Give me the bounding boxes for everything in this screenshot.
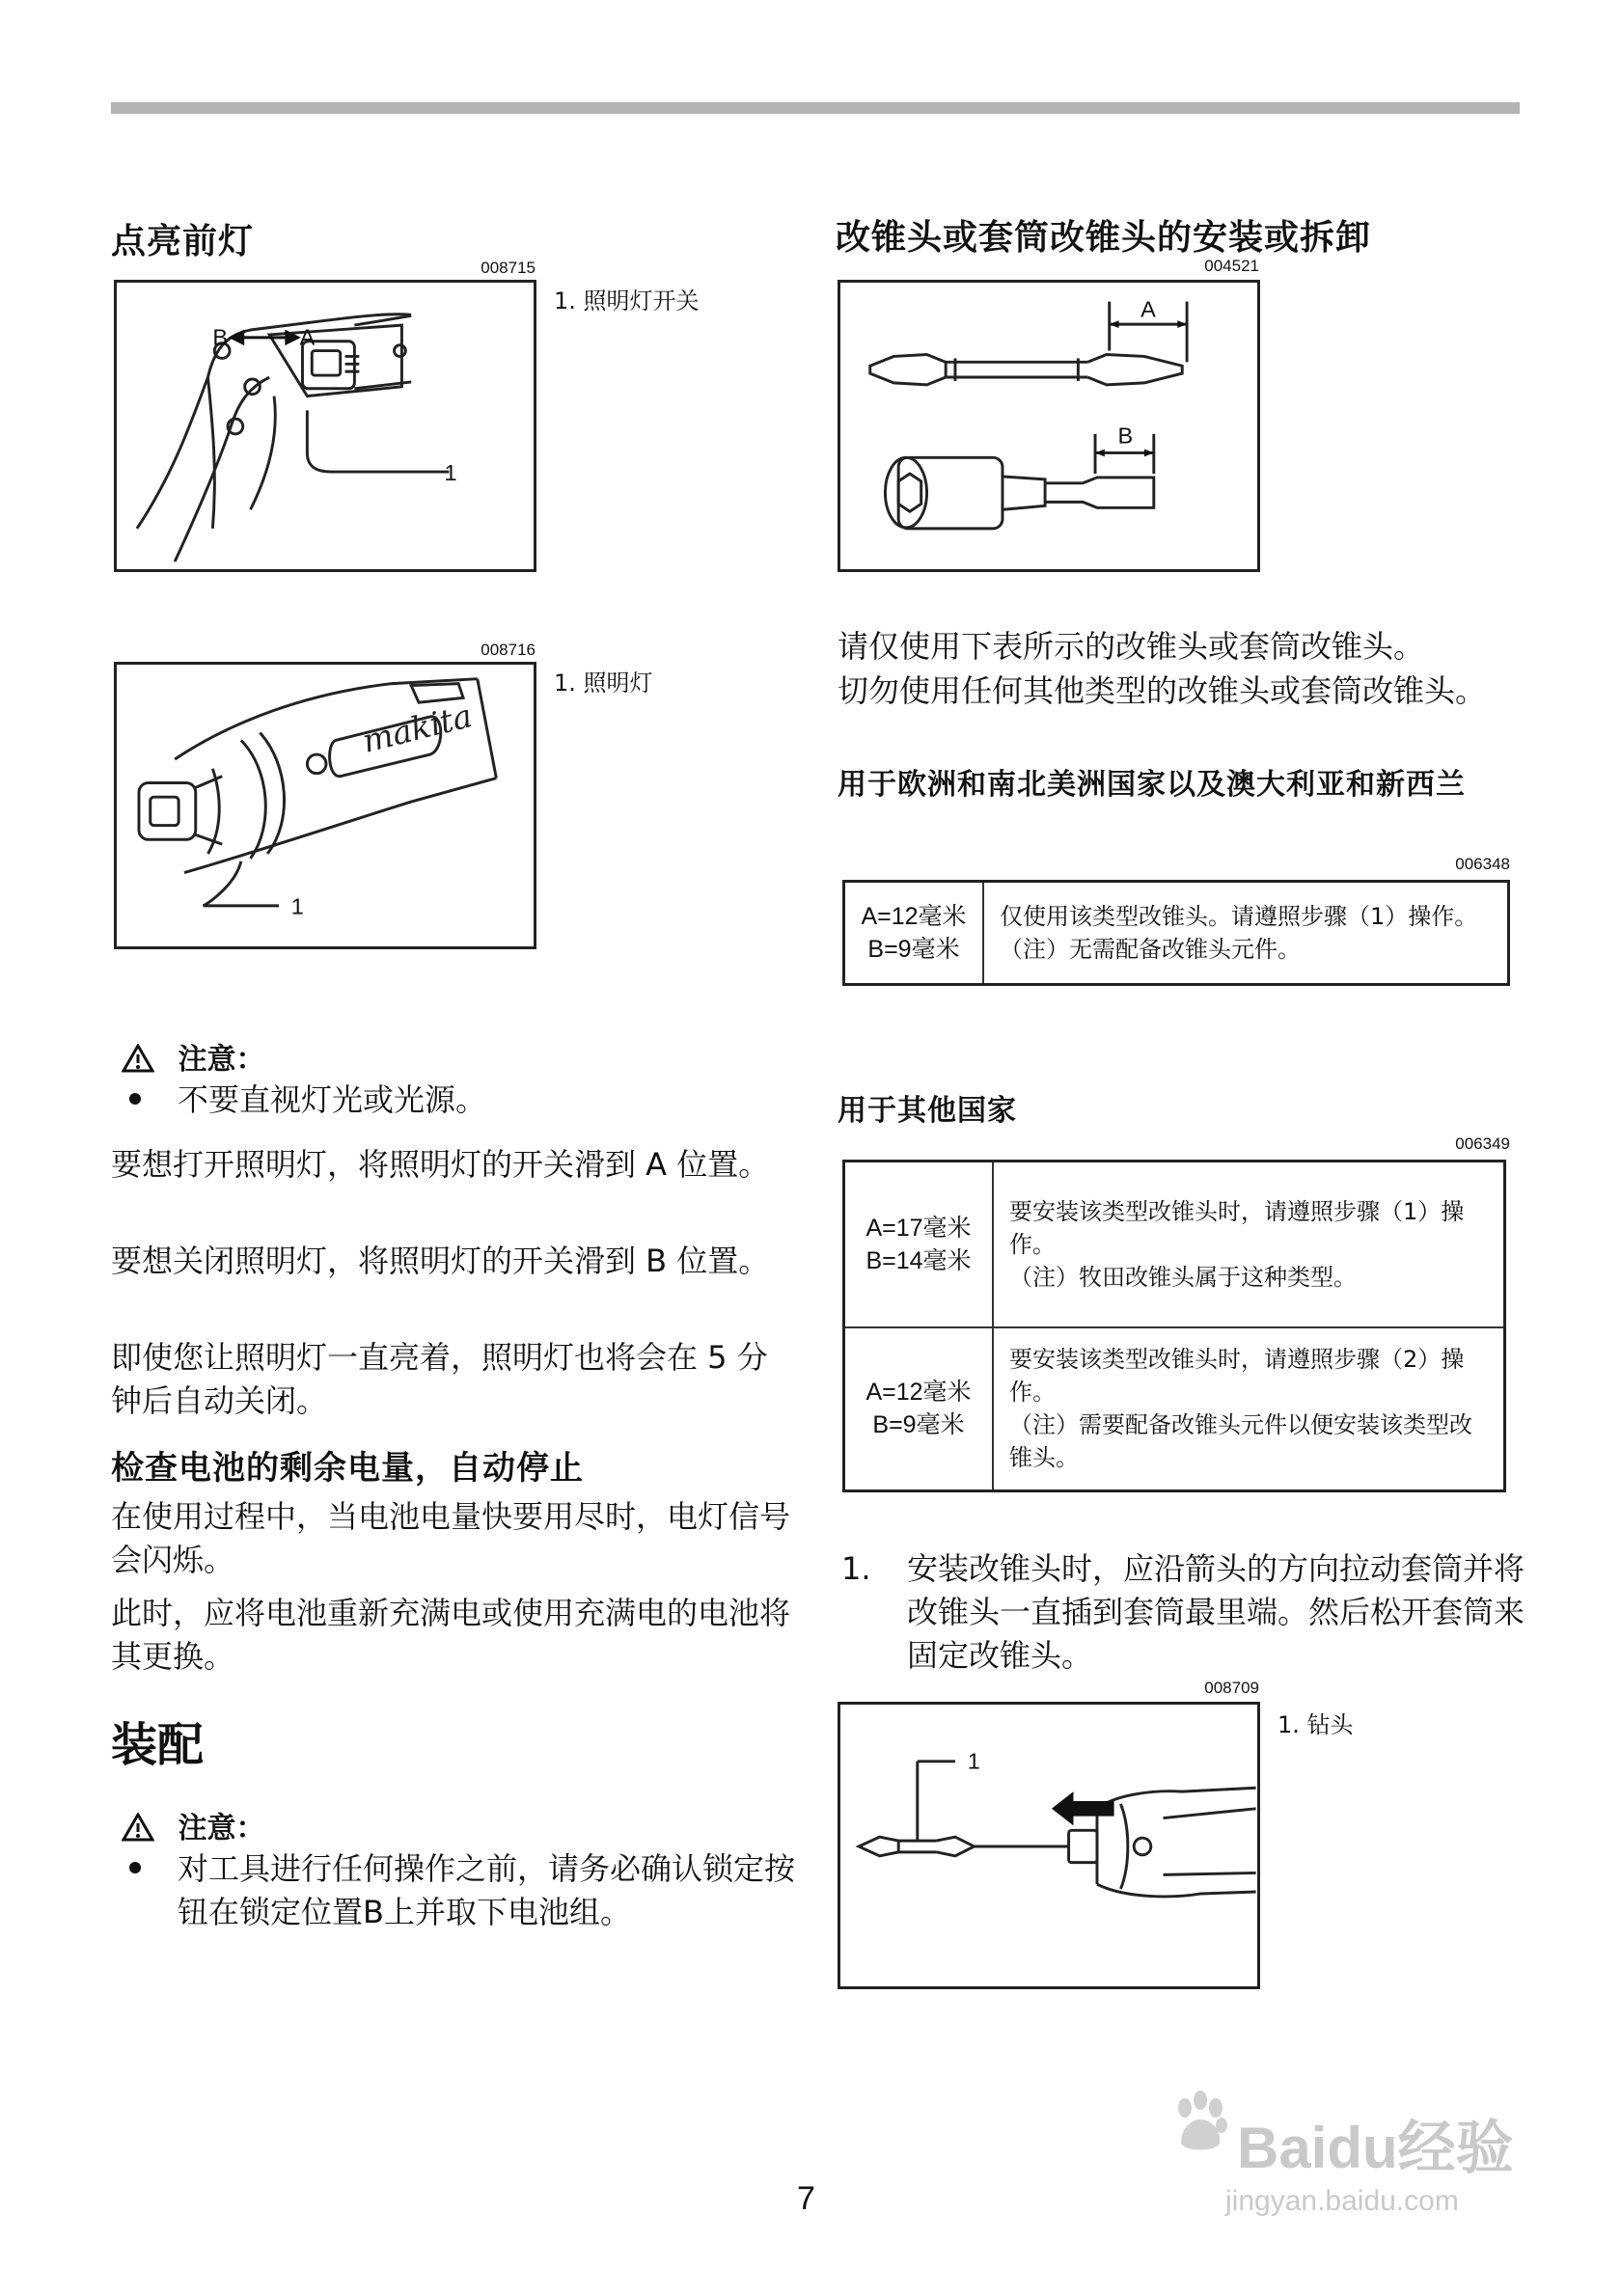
watermark (1168, 2089, 1544, 2233)
note: （注）牧田改锥头属于这种类型。 (1009, 1263, 1357, 1291)
job-light-illustration (117, 665, 534, 946)
description: 要安装该类型改锥头时，请遵照步骤（2）操作。 (1009, 1346, 1465, 1407)
callout-1: 1 (444, 459, 457, 485)
paragraph: 要想关闭照明灯，将照明灯的开关滑到 B 位置。 (111, 1243, 770, 1279)
paragraph: 即使您让照明灯一直亮着，照明灯也将会在 5 分钟后自动关闭。 (111, 1339, 768, 1419)
bullet-dot (129, 1093, 141, 1105)
bit-types-illustration (840, 283, 1257, 569)
caution-heading (122, 1035, 264, 1078)
section-title-battery: 检查电池的剩余电量，自动停止 (111, 1449, 584, 1488)
description: 要安装该类型改锥头时，请遵照步骤（1）操作。 (1009, 1197, 1465, 1258)
page-number: 7 (797, 2180, 815, 2217)
brand-logo: makita (358, 697, 477, 760)
bullet-text: 不要直视灯光或光源。 (178, 1081, 487, 1118)
figure-code: 008715 (481, 259, 536, 277)
table-code: 006348 (1455, 855, 1510, 873)
dim-a: A=17毫米 (865, 1214, 972, 1242)
table-row (844, 1162, 1505, 1327)
dimension-cell (844, 1327, 994, 1491)
top-rule (111, 102, 1520, 114)
paragraph: 要想打开照明灯，将照明灯的开关滑到 A 位置。 (111, 1146, 770, 1183)
paragraph: 在使用过程中，当电池电量快要用尽时，电灯信号会闪烁。 (111, 1498, 791, 1578)
dim-b: B=14毫米 (865, 1246, 972, 1274)
description: 仅使用该类型改锥头。请遵照步骤（1）操作。 (1000, 903, 1478, 930)
figure-legend: 1. 钻头 (1278, 1711, 1354, 1738)
region-title: 用于欧洲和南北美洲国家以及澳大利亚和新西兰 (838, 768, 1466, 802)
bit-insertion-illustration (840, 1705, 1257, 1986)
region-title: 用于其他国家 (838, 1094, 1017, 1128)
dim-a: A=12毫米 (861, 903, 967, 930)
label-a: A (1140, 296, 1156, 322)
note: （注）无需配备改锥头元件。 (1000, 936, 1301, 963)
callout-1: 1 (967, 1748, 980, 1774)
caution-heading (122, 1804, 264, 1846)
dimension-cell (844, 882, 984, 985)
warning-triangle-icon (122, 1813, 154, 1842)
description-cell (983, 882, 1509, 985)
figure-code: 008716 (481, 641, 536, 659)
step-1 (841, 1547, 1526, 1674)
paragraph: 请仅使用下表所示的改锥头或套筒改锥头。 (838, 628, 1425, 665)
dim-a: A=12毫米 (865, 1379, 972, 1407)
figure-bit-insertion (838, 1702, 1260, 1989)
figure-job-light (114, 662, 536, 949)
table-code: 006349 (1455, 1134, 1510, 1153)
bullet-text: 对工具进行任何操作之前，请务必确认锁定按钮在锁定位置B上并取下电池组。 (178, 1850, 796, 1930)
label-b: B (1117, 423, 1134, 449)
dimension-cell (844, 1162, 994, 1327)
table-row (844, 1327, 1505, 1491)
figure-legend: 1. 照明灯 (554, 670, 653, 697)
bit-spec-table-2 (842, 1160, 1506, 1492)
figure-code: 004521 (1204, 257, 1259, 275)
watermark-brand: Baidu经验 (1237, 2116, 1514, 2180)
bullet-dot (129, 1862, 141, 1873)
description-cell (993, 1162, 1505, 1327)
dim-b: B=9毫米 (867, 936, 960, 963)
paw-icon (1168, 2089, 1235, 2156)
step-number: 1. (841, 1550, 871, 1587)
callout-1: 1 (290, 893, 304, 919)
bit-spec-table-1 (842, 880, 1510, 986)
paragraph: 切勿使用任何其他类型的改锥头或套筒改锥头。 (838, 672, 1487, 709)
caution-bullet (129, 1847, 805, 1930)
caution-bullet (129, 1079, 805, 1122)
figure-legend: 1. 照明灯开关 (554, 287, 700, 314)
caution-label: 注意： (178, 1812, 265, 1845)
dim-b: B=9毫米 (872, 1411, 965, 1439)
section-title-assembly: 装配 (111, 1718, 205, 1772)
paragraph: 此时，应将电池重新充满电或使用充满电的电池将其更换。 (111, 1595, 791, 1675)
caution-label: 注意： (178, 1043, 265, 1077)
section-title-light: 点亮前灯 (111, 222, 255, 261)
watermark-url: jingyan.baidu.com (1225, 2185, 1459, 2217)
figure-bit-types (838, 280, 1260, 572)
section-title-bit: 改锥头或套筒改锥头的安装或拆卸 (836, 218, 1372, 258)
label-b: B (212, 324, 229, 350)
figure-light-switch (114, 280, 536, 572)
table-row (844, 882, 1509, 985)
note: （注）需要配备改锥头元件以便安装该类型改锥头。 (1009, 1411, 1472, 1472)
warning-triangle-icon (122, 1044, 154, 1073)
light-switch-illustration (117, 283, 534, 569)
figure-code: 008709 (1204, 1679, 1259, 1697)
description-cell (993, 1327, 1505, 1491)
label-a: A (299, 324, 316, 350)
step-text: 安装改锥头时，应沿箭头的方向拉动套筒并将改锥头一直插到套筒最里端。然后松开套筒来固定改锥头。 (907, 1550, 1525, 1674)
